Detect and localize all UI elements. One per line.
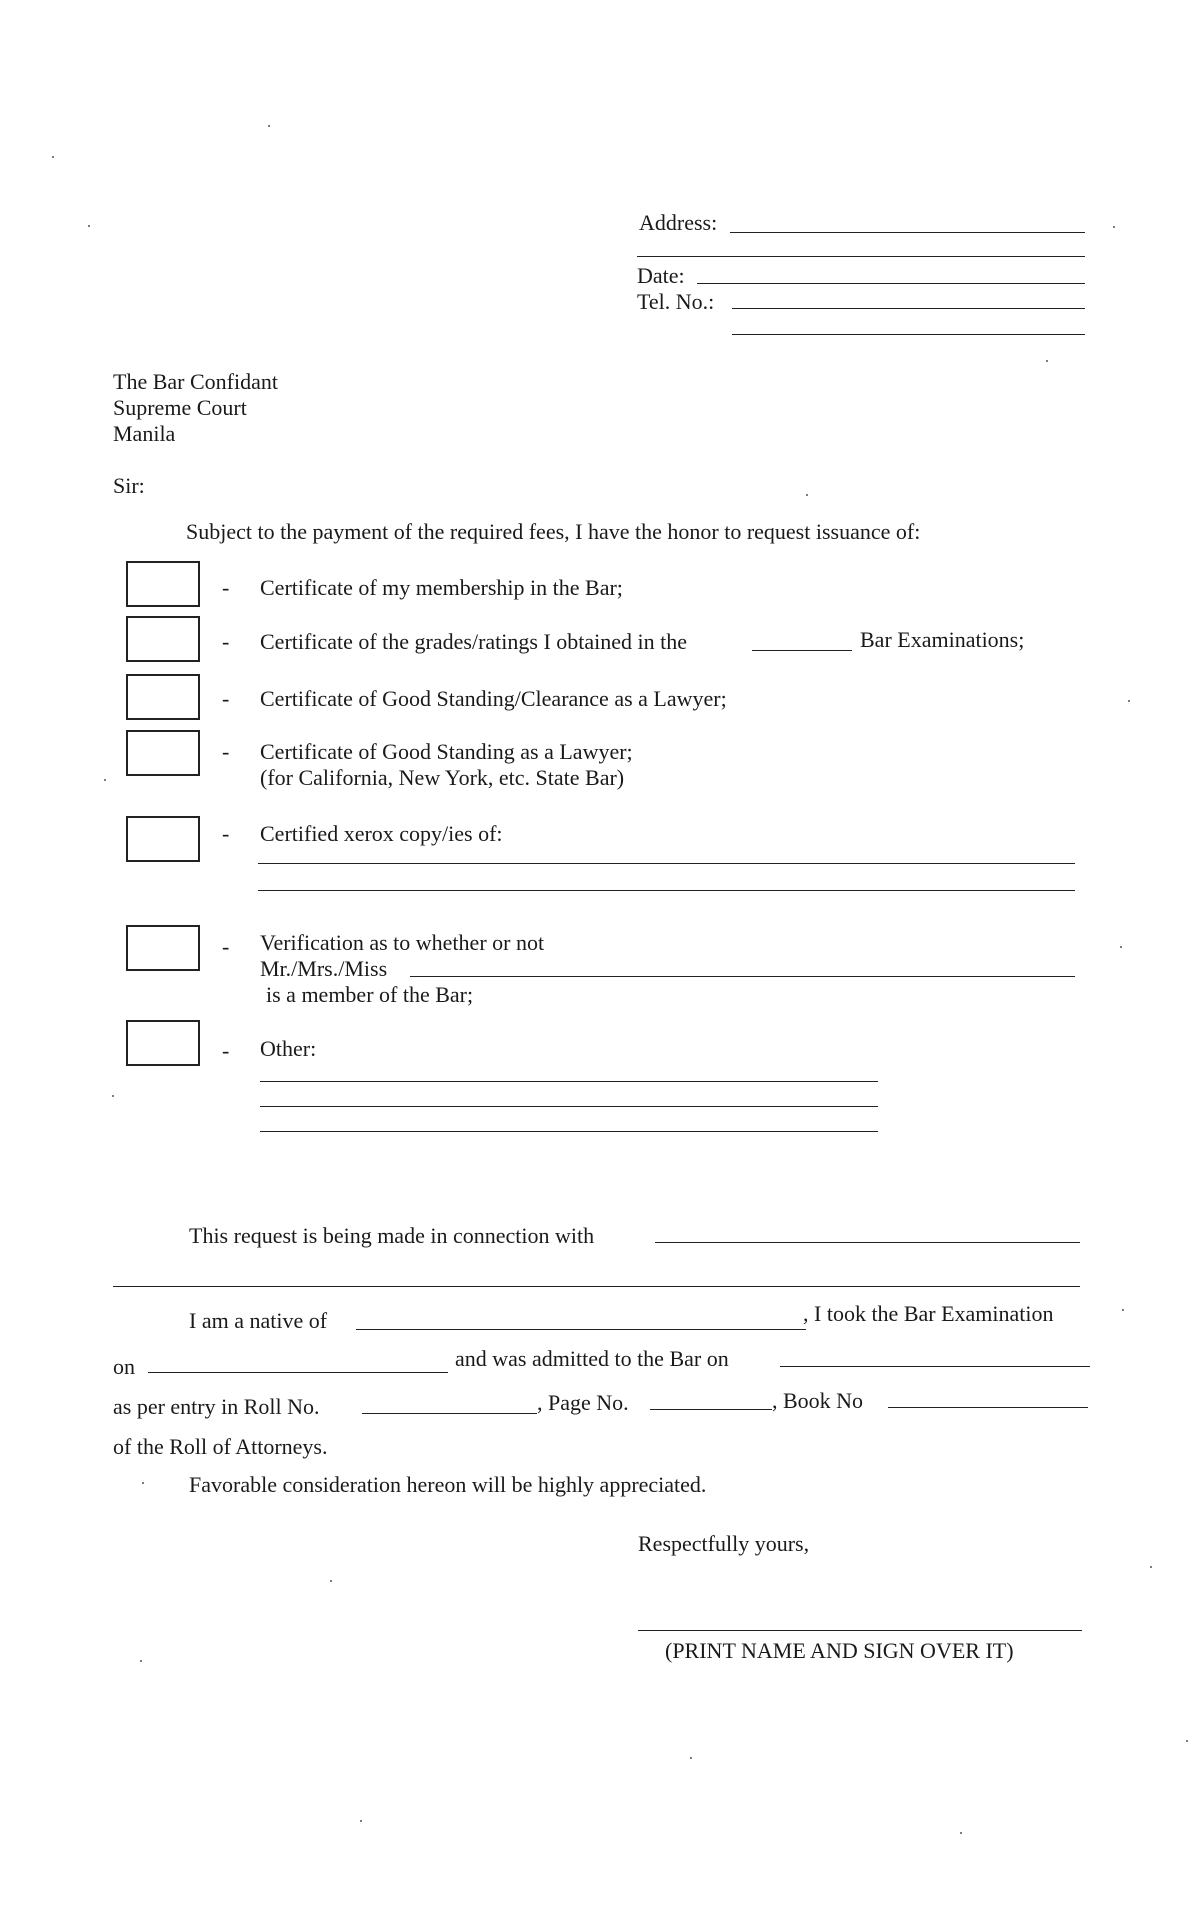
verification-name-field[interactable]: [410, 976, 1075, 977]
option-verification-suffix: is a member of the Bar;: [266, 982, 474, 1007]
other-field-line3[interactable]: [260, 1131, 878, 1132]
date-label: Date:: [637, 263, 685, 288]
scan-speck: [1150, 1566, 1152, 1568]
option-verification-name-label: Mr./Mrs./Miss: [260, 956, 388, 981]
exam-date-label: on: [113, 1354, 135, 1379]
scan-speck: [140, 1660, 142, 1662]
address-label: Address:: [639, 210, 718, 235]
scan-speck: [1046, 360, 1048, 362]
checkbox-grades-certificate[interactable]: [126, 616, 200, 662]
took-bar-text: , I took the Bar Examination: [803, 1301, 1054, 1326]
request-purpose-field[interactable]: [655, 1242, 1080, 1243]
checkbox-good-standing-us[interactable]: [126, 730, 200, 776]
signature-line[interactable]: [638, 1630, 1082, 1631]
option-dash: -: [222, 934, 230, 959]
checkbox-verification[interactable]: [126, 925, 200, 971]
admitted-text: and was admitted to the Bar on: [455, 1346, 729, 1371]
option-certified-xerox: Certified xerox copy/ies of:: [260, 821, 503, 846]
option-grades-certificate: Certificate of the grades/ratings I obtained in the: [260, 629, 688, 654]
address-field-line2[interactable]: [637, 256, 1085, 257]
scan-speck: [112, 1095, 114, 1097]
option-verification: Verification as to whether or not: [260, 930, 545, 955]
address-field[interactable]: [730, 232, 1085, 233]
intro-text: Subject to the payment of the required fees, I have the honor to request issuance of:: [186, 519, 921, 544]
scan-speck: [690, 1757, 692, 1759]
roll-of-attorneys-text: of the Roll of Attorneys.: [113, 1434, 328, 1459]
addressee-line1: The Bar Confidant: [113, 369, 278, 394]
scan-speck: [52, 156, 54, 158]
scan-speck: [806, 494, 808, 496]
checkbox-good-standing-clearance[interactable]: [126, 674, 200, 720]
admission-date-field[interactable]: [780, 1366, 1090, 1367]
page-no-field[interactable]: [650, 1409, 772, 1410]
option-good-standing-us-note: (for California, New York, etc. State Bar): [260, 765, 625, 790]
option-other: Other:: [260, 1036, 317, 1061]
xerox-field-line2[interactable]: [258, 890, 1075, 891]
exam-date-field[interactable]: [148, 1372, 448, 1373]
option-dash: -: [222, 686, 230, 711]
book-no-label: , Book No: [772, 1388, 864, 1413]
xerox-field-line1[interactable]: [258, 863, 1075, 864]
request-connection-text: This request is being made in connection with: [189, 1223, 595, 1248]
scan-speck: [360, 1820, 362, 1822]
native-of-field[interactable]: [356, 1329, 806, 1330]
exam-year-field[interactable]: [752, 650, 852, 651]
closing-text: Respectfully yours,: [638, 1531, 810, 1556]
request-purpose-field-line2[interactable]: [113, 1286, 1080, 1287]
addressee-line2: Supreme Court: [113, 395, 247, 420]
scan-speck: [1122, 1309, 1124, 1311]
roll-no-label: as per entry in Roll No.: [113, 1394, 320, 1419]
scan-speck: [1186, 1740, 1188, 1742]
scan-speck: [104, 779, 106, 781]
roll-no-field[interactable]: [362, 1413, 537, 1414]
scan-speck: [960, 1832, 962, 1834]
addressee-line3: Manila: [113, 421, 176, 446]
book-no-field[interactable]: [888, 1407, 1088, 1408]
option-dash: -: [222, 739, 230, 764]
checkbox-membership-certificate[interactable]: [126, 561, 200, 607]
option-grades-suffix: Bar Examinations;: [860, 627, 1025, 652]
checkbox-other[interactable]: [126, 1020, 200, 1066]
option-dash: -: [222, 1038, 230, 1063]
date-field[interactable]: [697, 283, 1085, 284]
favorable-text: Favorable consideration hereon will be highly appreciated.: [189, 1472, 707, 1497]
option-dash: -: [222, 575, 230, 600]
signature-caption: (PRINT NAME AND SIGN OVER IT): [665, 1638, 1014, 1663]
salutation: Sir:: [113, 473, 145, 498]
scan-speck: [268, 125, 270, 127]
scan-speck: [1120, 946, 1122, 948]
tel-field[interactable]: [732, 308, 1085, 309]
native-of-label: I am a native of: [189, 1308, 328, 1333]
other-field-line1[interactable]: [260, 1081, 878, 1082]
other-field-line2[interactable]: [260, 1106, 878, 1107]
option-good-standing-us: Certificate of Good Standing as a Lawyer;: [260, 739, 633, 764]
option-dash: -: [222, 821, 230, 846]
scan-speck: [1113, 226, 1115, 228]
page-no-label: , Page No.: [537, 1390, 629, 1415]
checkbox-certified-xerox[interactable]: [126, 816, 200, 862]
tel-field-line2[interactable]: [732, 334, 1085, 335]
scan-speck: [330, 1580, 332, 1582]
tel-label: Tel. No.:: [637, 289, 715, 314]
scan-speck: [88, 225, 90, 227]
scan-speck: [142, 1482, 144, 1484]
scan-speck: [1128, 700, 1130, 702]
option-membership-certificate: Certificate of my membership in the Bar;: [260, 575, 623, 600]
option-good-standing-clearance: Certificate of Good Standing/Clearance as a Lawyer;: [260, 686, 727, 711]
option-dash: -: [222, 629, 230, 654]
